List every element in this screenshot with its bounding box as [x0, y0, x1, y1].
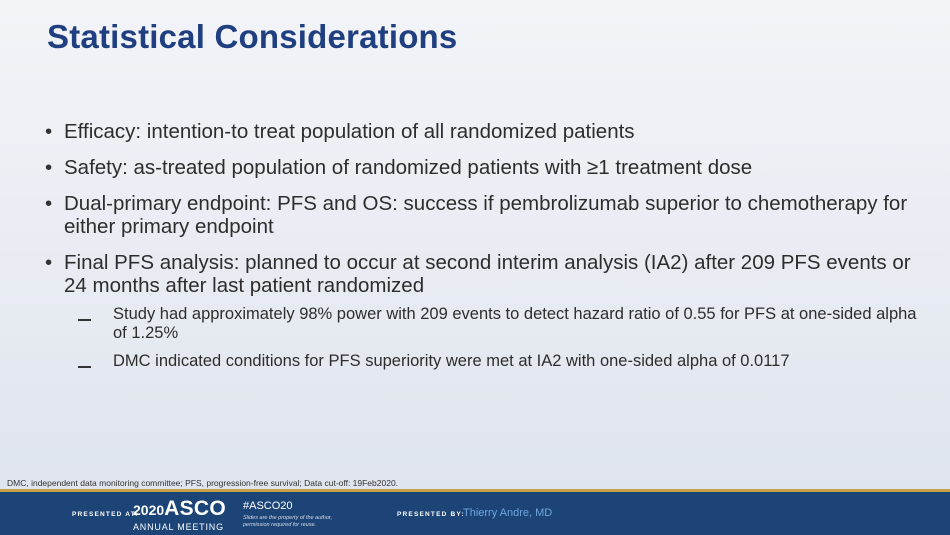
bullet-text: Dual-primary endpoint: PFS and OS: success if pembrolizumab superior to chemotherapy for either primary endpoint	[64, 192, 908, 238]
bullet-marker: •	[45, 192, 53, 215]
dash-marker	[78, 366, 91, 368]
bullet-text: Efficacy: intention-to treat population of all randomized patients	[64, 120, 635, 143]
dash-marker	[78, 319, 91, 321]
hashtag: #ASCO20	[243, 500, 293, 512]
bullet-list	[41, 120, 931, 384]
footnote: DMC, independent data monitoring committee; PFS, progression-free survival; Data cut-off: 19Feb2020.	[7, 478, 399, 488]
asco-logo	[133, 497, 227, 532]
sub-bullet-text: Study had approximately 98% power with 209 events to detect hazard ratio of 0.55 for PFS at one-sided alpha of 1.25%	[113, 305, 917, 342]
bullet-text: Final PFS analysis: planned to occur at second interim analysis (IA2) after 209 PFS events or 24 months after last patient randomized	[64, 251, 911, 297]
asco-year: 2020	[133, 502, 165, 518]
slide-title: Statistical Considerations	[47, 18, 458, 55]
bullet-marker: •	[45, 156, 53, 179]
asco-name: ASCO	[164, 497, 227, 520]
sub-bullet-item	[76, 305, 931, 343]
footer-bar	[0, 489, 950, 535]
sub-bullet-item	[76, 352, 931, 371]
disclaimer: Slides are the property of the author, permission required for reuse.	[243, 515, 332, 528]
presented-at-label: PRESENTED AT:	[72, 511, 139, 518]
sub-bullet-list	[64, 305, 931, 371]
presenter-name: Thierry Andre, MD	[463, 507, 553, 519]
sub-bullet-text: DMC indicated conditions for PFS superiority were met at IA2 with one-sided alpha of 0.0117	[113, 352, 790, 370]
bullet-item	[41, 192, 931, 238]
bullet-text: Safety: as-treated population of randomized patients with ≥1 treatment dose	[64, 156, 753, 179]
asco-subtitle: ANNUAL MEETING	[133, 522, 224, 532]
bullet-item	[41, 120, 931, 143]
bullet-item	[41, 156, 931, 179]
bullet-marker: •	[45, 120, 53, 143]
bullet-item	[41, 251, 931, 371]
bullet-marker: •	[45, 251, 53, 274]
presented-by-label: PRESENTED BY:	[397, 511, 465, 518]
